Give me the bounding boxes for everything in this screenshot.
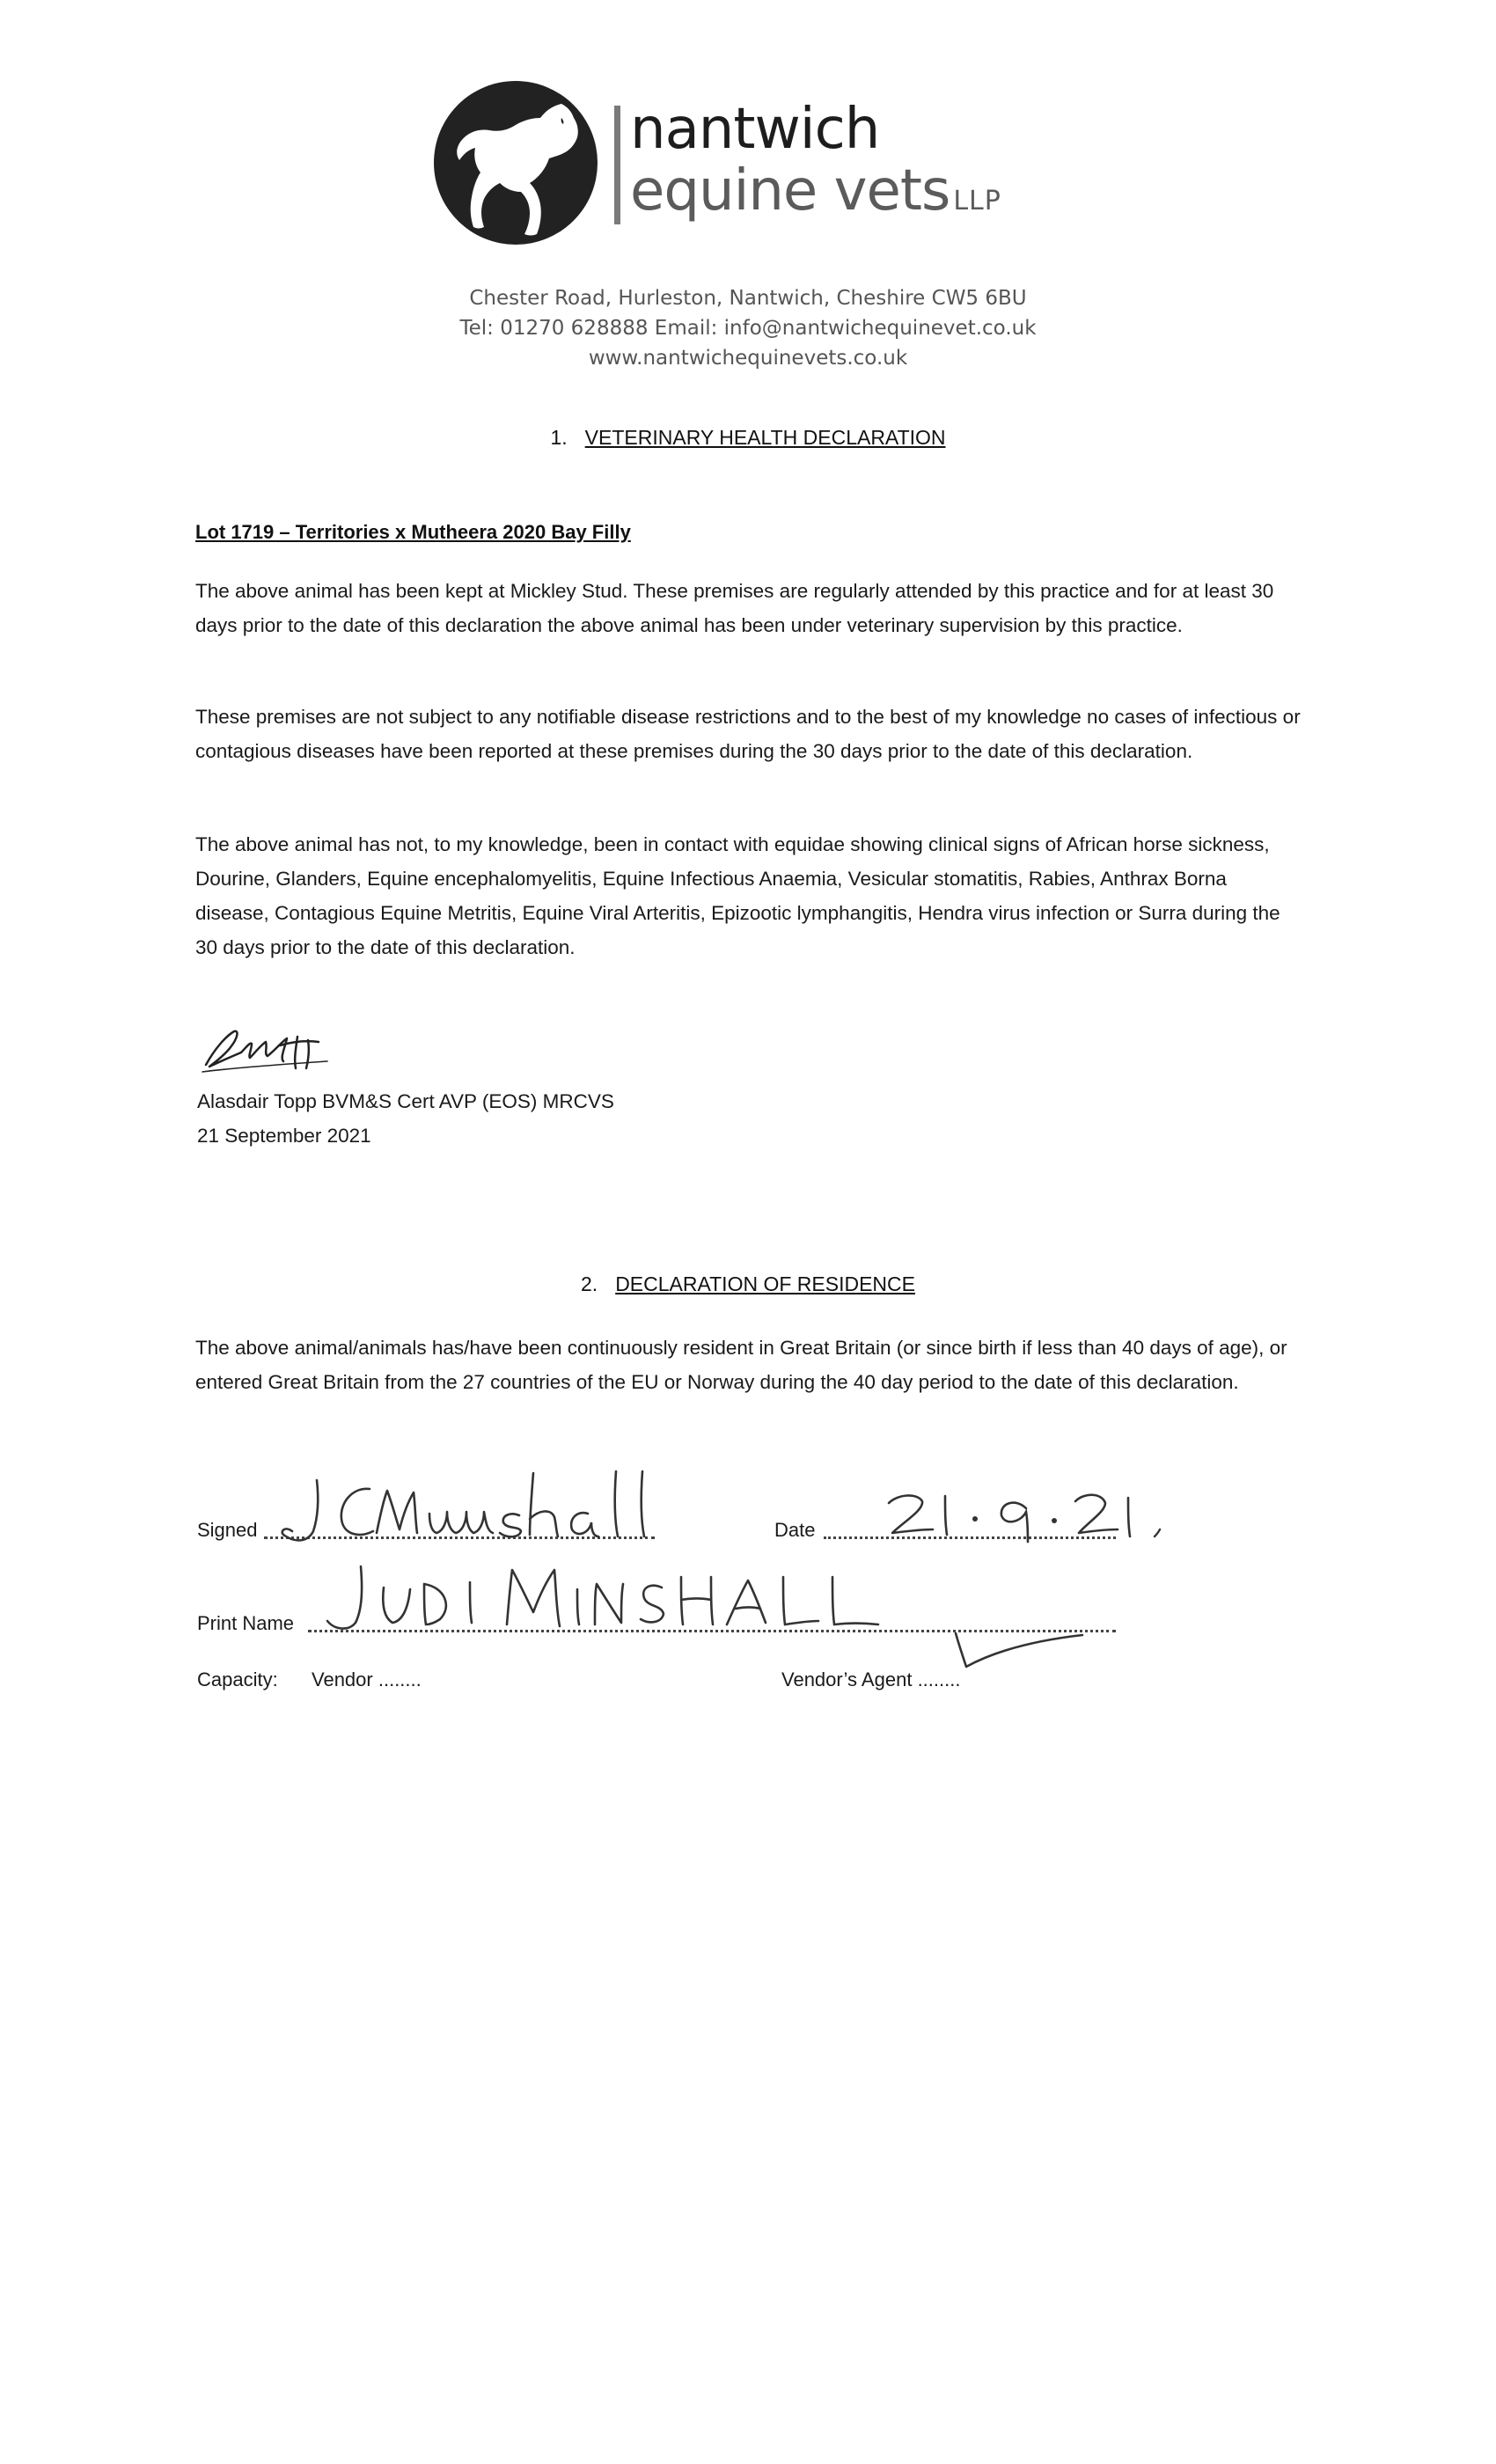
vendor-option[interactable]: Vendor ........ [312,1668,422,1690]
vet-signature [195,1010,345,1081]
vendor-signature [264,1461,695,1558]
practice-contact: Tel: 01270 628888 Email: info@nantwichequinevet.co.uk [459,317,1037,340]
vendors-agent-tick-mark [950,1626,1100,1679]
handwritten-print-name [308,1558,889,1637]
practice-name: nantwich [630,97,880,162]
print-name-label: Print Name [197,1612,295,1634]
practice-address-block [0,283,1496,373]
practice-subname: equine vets LLP [630,158,1001,224]
health-paragraph-3: The above animal has not, to my knowledge, been in contact with equidae showing clinical signs of African horse sickness, Dourine, Glanders, Equine encephalomyelitis, Equine Infectious Anaemia, Vesicular stomatitis, Rabies, Anthrax Borna disease, Contagious Equine Metritis, Equine Viral Arteritis, Epizootic lymphangitis, Hendra virus infection or Surra during the 30 days prior to the date of this declaration. [195,833,1280,958]
health-paragraph-1: The above animal has been kept at Mickley Stud. These premises are regularly attended by this practice and for at least 30 days prior to the date of this declaration the above animal has been under veterinary supervision by this practice. [195,580,1274,636]
signed-label: Signed [197,1519,258,1541]
logo-divider [614,106,620,224]
date-label: Date [774,1519,816,1541]
section-2-heading [0,1271,1496,1297]
section-1-title: VETERINARY HEALTH DECLARATION [584,426,946,449]
health-paragraph-2: These premises are not subject to any notifiable disease restrictions and to the best of my knowledge no cases of infectious or contagious diseases have been reported at these premises during the 30 days prior to the date of this declaration. [195,706,1301,762]
lot-title: Lot 1719 – Territories x Mutheera 2020 Bay Filly [195,521,631,543]
vet-name: Alasdair Topp BVM&S Cert AVP (EOS) MRCVS [197,1090,614,1112]
section-1-number: 1. [550,426,568,449]
handwritten-date [871,1478,1179,1549]
section-2-title: DECLARATION OF RESIDENCE [615,1272,915,1295]
residence-paragraph: The above animal/animals has/have been continuously resident in Great Britain (or since birth if less than 40 days of age), or entered Great Britain from the 27 countries of the EU or Norway during the 40 day period to the date of this declaration. [195,1337,1287,1393]
vendors-agent-option[interactable]: Vendor’s Agent ........ [781,1668,961,1690]
practice-address: Chester Road, Hurleston, Nantwich, Cheshire CW5 6BU [469,287,1027,310]
practice-website: www.nantwichequinevets.co.uk [588,347,908,370]
capacity-label: Capacity: [197,1668,278,1690]
practice-suffix: LLP [953,186,1001,216]
section-1-heading [0,424,1496,451]
vet-signature-date: 21 September 2021 [197,1125,371,1147]
horse-jumping-logo-icon [429,79,602,246]
letterhead-logo [429,79,1045,246]
section-2-number: 2. [581,1272,598,1295]
